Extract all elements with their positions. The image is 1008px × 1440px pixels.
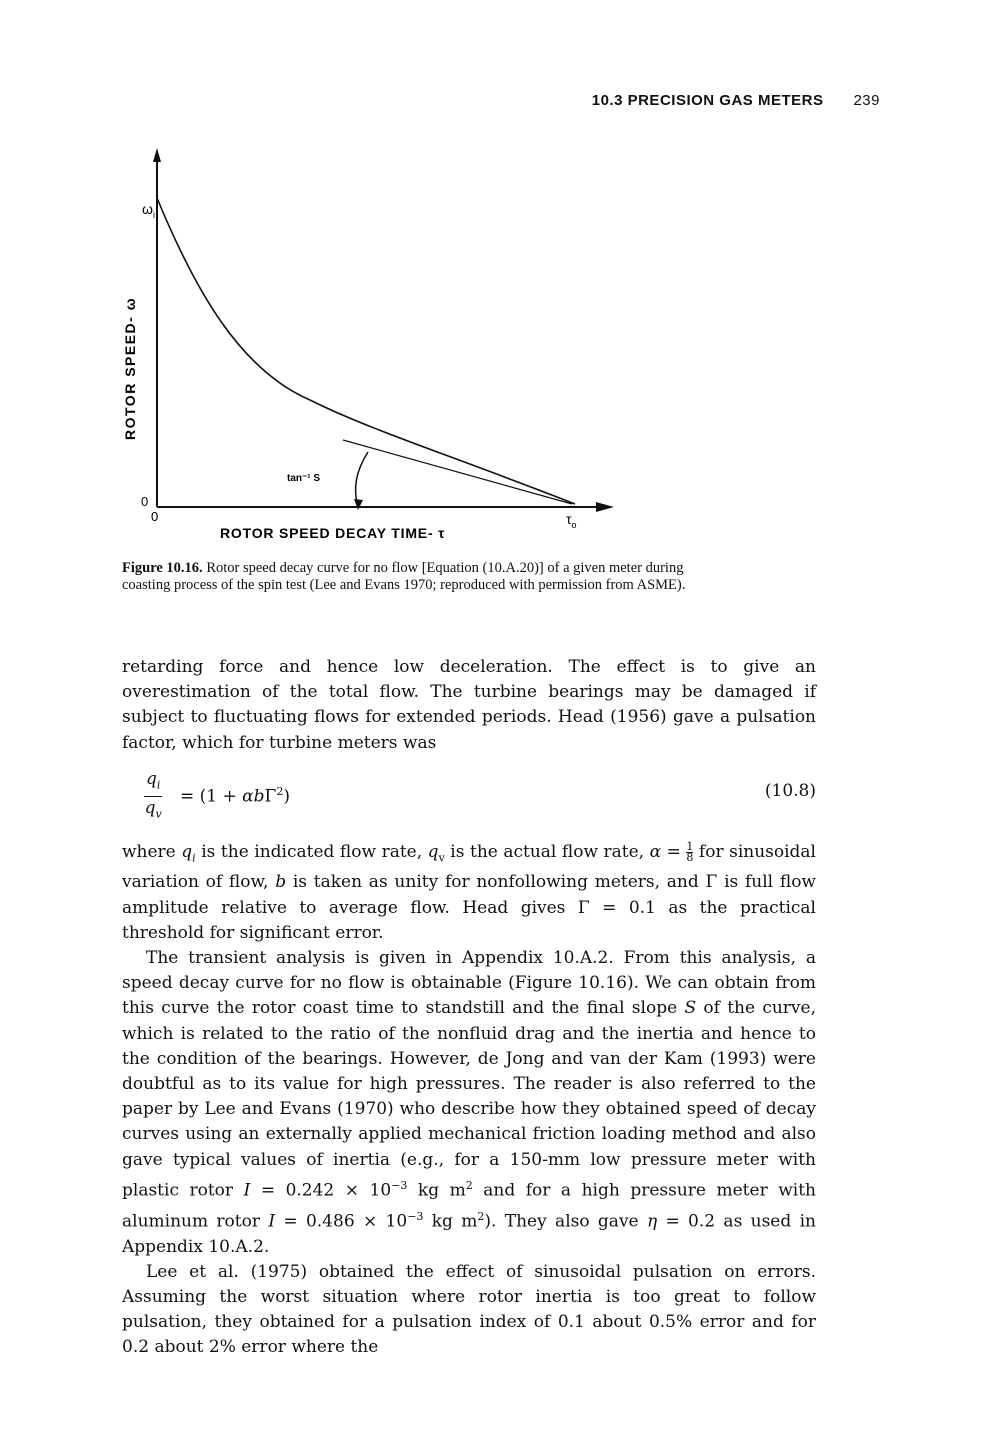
paragraph-4: Lee et al. (1975) obtained the effect of sinusoidal pulsation on errors. Assuming the worst situation where rotor inertia is too great to follow pulsation, they obtained for a pulsation index of 0.1 about 0.5% error and for 0.2 about 2% error where the	[122, 1261, 816, 1358]
tangent-label: tan⁻¹ S	[287, 473, 321, 484]
x-origin-label: 0	[151, 509, 159, 524]
angle-arc	[356, 452, 368, 506]
equation-fraction	[144, 768, 162, 826]
equation-number: (10.8)	[764, 780, 816, 801]
omega-i-label: $\omega_i$	[142, 201, 155, 220]
section-title: 10.3 PRECISION GAS METERS	[591, 92, 824, 109]
figure-rotor-speed-decay	[100, 140, 640, 540]
decay-curve	[157, 198, 575, 504]
equation-numerator: $q_i$	[144, 768, 162, 797]
paragraph-3: The transient analysis is given in Appendix 10.A.2. From this analysis, a speed decay curve for no flow is obtainable (Figure 10.16). We can obtain from this curve the rotor coast time to standstill and the final slope S of the curve, which is related to the ratio of the nonfluid drag and the inertia and hence to the condition of the bearings. However, de Jong and van der Kam (1993) were doubtful as to its value for high pressures. The reader is also referred to the paper by Lee and Evans (1970) who describe how they obtained speed of decay curves using an externally applied mechanical friction loading method and also gave typical values of inertia (e.g., for a 150-mm low pressure meter with plastic rotor $I = 0.242 \times 10^{-3}$ kg $m^2$ and for a high pressure meter with aluminum rotor $I = 0.486 \times 10^{-3}$ kg $m^2$). They also gave η = 0.2 as used in Appendix 10.A.2.	[122, 948, 816, 1257]
page-number: 239	[853, 92, 880, 109]
x-axis-arrow	[596, 502, 614, 512]
figure-caption	[122, 560, 712, 594]
tau-o-label: $\tau_o$	[566, 511, 577, 530]
equation-10-8	[122, 766, 816, 826]
angle-arc-arrow	[354, 499, 363, 510]
paragraph-2: where $q_i$ is the indicated flow rate, $q_v$ is the actual flow rate, α = $\frac{1}{8}$ for sinusoidal variation of flow, b is taken as unity for nonfollowing meters, and Γ is full flow amplitude relative to average flow. Head gives Γ = 0.1 as the practical threshold for significant error.	[122, 839, 816, 943]
y-axis-arrow	[153, 148, 161, 162]
running-header	[592, 92, 880, 109]
paragraph-1: retarding force and hence low deceleration. The effect is to give an overestimation of the total flow. The turbine bearings may be damaged if subject to fluctuating flows for extended periods. Head (1956) gave a pulsation factor, which for turbine meters was	[122, 657, 816, 753]
y-axis-label: ROTOR SPEED- ω	[122, 296, 138, 440]
decay-curve-plot	[100, 140, 640, 540]
equation-rhs: = (1 + αbΓ$^2$)	[180, 784, 290, 807]
x-axis-label: ROTOR SPEED DECAY TIME- τ	[220, 525, 446, 540]
y-origin-label: 0	[141, 494, 149, 509]
inline-fraction: $\frac{1}{8}$	[686, 839, 694, 864]
equation-denominator: $q_v$	[144, 798, 162, 821]
caption-text: Rotor speed decay curve for no flow [Equation (10.A.20)] of a given meter during coasting process of the spin test (Lee and Evans 1970; reproduced with permission from ASME).	[122, 560, 686, 593]
body-text	[122, 655, 816, 1361]
caption-label: Figure 10.16.	[122, 560, 203, 576]
tangent-line	[343, 440, 572, 504]
